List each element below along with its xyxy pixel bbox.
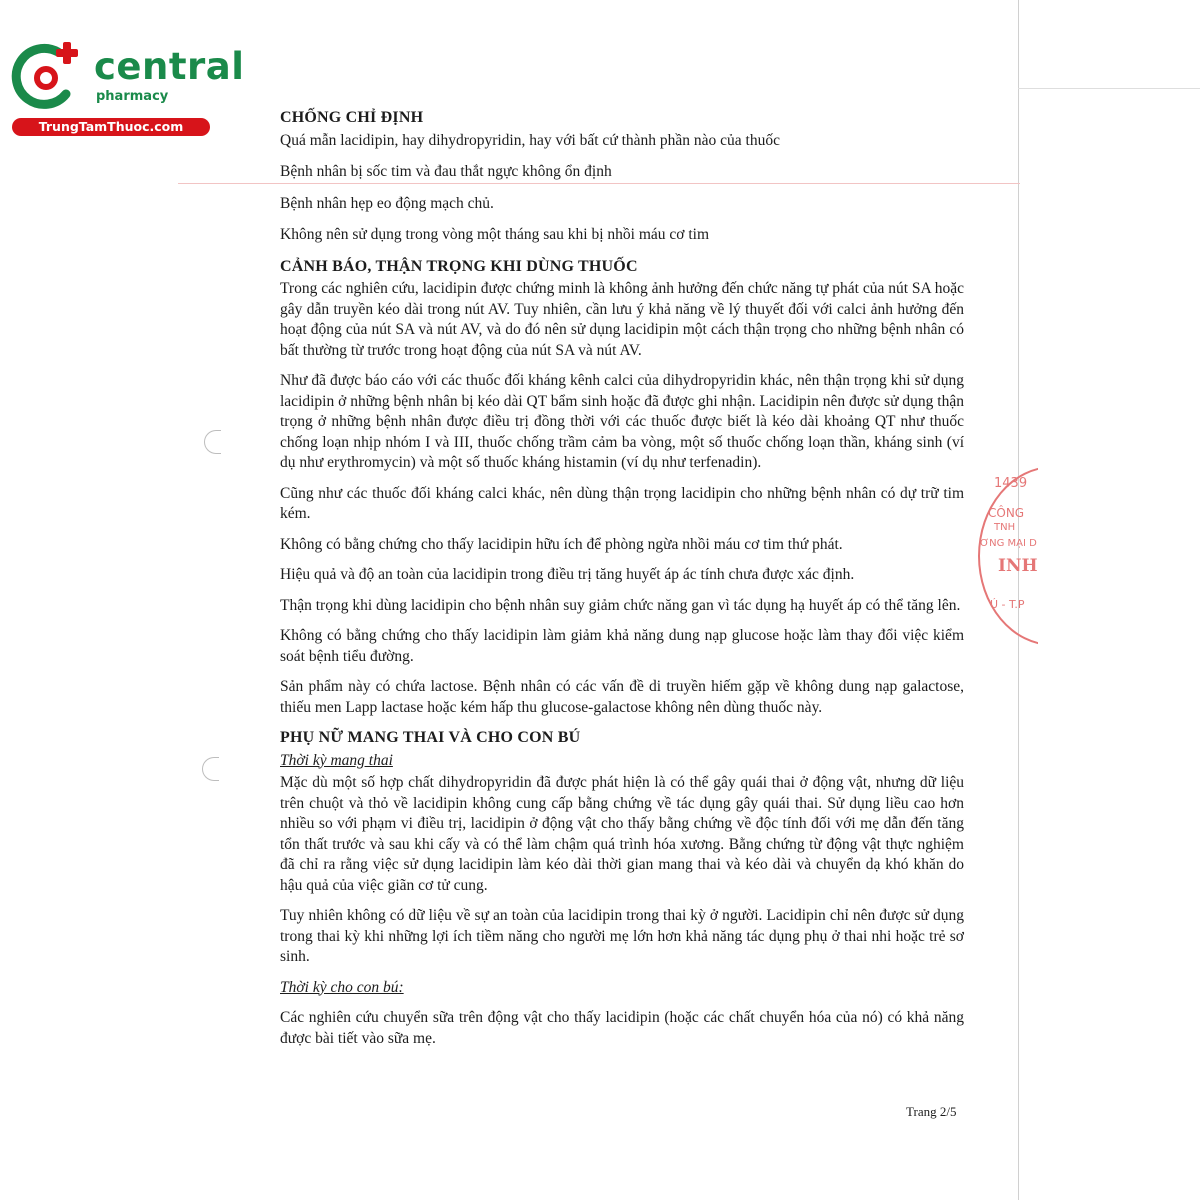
stamp-text: Ú - T.P xyxy=(990,598,1025,611)
pregnancy-paragraph: Tuy nhiên không có dữ liệu về sự an toàn của lacidipin trong thai kỳ ở người. Lacidipin chỉ nên được sử dụng trong thai kỳ khi những lợi ích tiềm năng cho người mẹ lớn hơn khả năng tác dụng phụ ở thai nhi hoặc trẻ sơ sinh. xyxy=(280,907,964,965)
warning-paragraph: Sản phẩm này có chứa lactose. Bệnh nhân có các vấn đề di truyền hiếm gặp về không dung nạp galactose, thiếu men Lapp lactase hoặc kém hấp thu glucose-galactose không nên dùng thuốc này. xyxy=(280,678,964,716)
stamp-text: CÔNG xyxy=(988,506,1025,520)
warning-paragraph: Hiệu quả và độ an toàn của lacidipin trong điều trị tăng huyết áp ác tính chưa được xác định. xyxy=(280,566,855,583)
warning-paragraph: Như đã được báo cáo với các thuốc đối kháng kênh calci của dihydropyridin khác, nên thận trọng khi sử dụng lacidipin ở những bệnh nhân bị kéo dài QT bẩm sinh hoặc đã được ghi nhận. Lacidipin nên được sử dụng thận trọng ở những bệnh nhân được điều trị đồng thời với các thuốc được biết là kéo dài khoảng QT như thuốc chống loạn nhịp nhóm I và III, thuốc chống trầm cảm ba vòng, một số thuốc chống loạn thần, kháng sinh (ví dụ như erythromycin) và một số thuốc kháng histamin (ví dụ như terfenadin). xyxy=(280,372,964,471)
contraindication-item: Bệnh nhân hẹp eo động mạch chủ. xyxy=(280,194,494,212)
stamp-text: ƠNG MẠI D xyxy=(980,538,1037,549)
contraindication-item: Quá mẫn lacidipin, hay dihydropyridin, hay với bất cứ thành phần nào của thuốc xyxy=(280,131,780,149)
scan-edge-line-top xyxy=(1018,88,1200,89)
heading-canh-bao: CẢNH BÁO, THẬN TRỌNG KHI DÙNG THUỐC xyxy=(280,257,638,275)
central-pharmacy-logo[interactable] xyxy=(10,38,245,138)
document-body xyxy=(280,108,964,1059)
subheading-pregnancy: Thời kỳ mang thai xyxy=(280,751,393,769)
heading-chong-chi-dinh: CHỐNG CHỈ ĐỊNH xyxy=(280,109,424,126)
warning-paragraph: Trong các nghiên cứu, lacidipin được chứng minh là không ảnh hưởng đến chức năng tự phát của nút SA hoặc gây dẫn truyền kéo dài trong nút AV. Tuy nhiên, cần lưu ý khả năng về lý thuyết đối với calci ảnh hưởng đến hoạt động của nút SA và nút AV, và do đó nên sử dụng lacidipin một cách thận trọng cho những bệnh nhân có bất thường từ trước trong hoạt động của nút SA và nút AV. xyxy=(280,280,964,359)
stamp-text: INH xyxy=(998,556,1038,576)
contraindication-item: Bệnh nhân bị sốc tim và đau thắt ngực không ổn định xyxy=(280,163,612,180)
warning-paragraph: Không có bằng chứng cho thấy lacidipin làm giảm khả năng dung nạp glucose hoặc làm thay đổi việc kiểm soát bệnh tiểu đường. xyxy=(280,627,964,665)
contraindication-item: Không nên sử dụng trong vòng một tháng sau khi bị nhồi máu cơ tim xyxy=(280,226,710,243)
page-number: Trang 2/5 xyxy=(906,1104,957,1119)
logo-url-banner: TrungTamThuoc.com xyxy=(12,118,210,136)
heading-phu-nu: PHỤ NỮ MANG THAI VÀ CHO CON BÚ xyxy=(280,729,581,746)
warning-paragraph: Cũng như các thuốc đối kháng calci khác, nên dùng thận trọng lacidipin cho những bệnh nhân có dự trữ tim kém. xyxy=(280,484,964,522)
warning-paragraph: Thận trọng khi dùng lacidipin cho bệnh nhân suy giảm chức năng gan vì tác dụng hạ huyết áp có thể tăng lên. xyxy=(280,596,961,614)
pregnancy-paragraph: Mặc dù một số hợp chất dihydropyridin đã được phát hiện là có thể gây quái thai ở động vật, nhưng dữ liệu trên chuột và thỏ về lacidipin không cung cấp bằng chứng về tác dụng gây quái thai. Sử dụng liều cao hơn nhiều so với phạm vi điều trị, lacidipin ở động vật cho thấy bằng chứng về độc tính đối với mẹ dẫn đến tăng tổn thất trước và sau khi cấy và có thể làm chậm quá trình hóa xương. Bằng chứng từ động vật thực nghiệm đã chỉ ra rằng việc sử dụng lacidipin làm kéo dài thời gian mang thai và kéo dài và chuyển dạ khó khăn do hậu quả của việc giãn cơ tử cung. xyxy=(280,774,964,894)
punch-hole-mark xyxy=(204,430,221,454)
logo-name: central xyxy=(94,45,245,88)
stamp-text: 1439 xyxy=(994,476,1028,491)
pharmacy-cross-icon xyxy=(10,38,90,114)
company-stamp xyxy=(978,466,1038,646)
stamp-text: TNH xyxy=(994,522,1016,533)
logo-subtitle: pharmacy xyxy=(96,89,169,104)
subheading-breastfeeding: Thời kỳ cho con bú: xyxy=(280,978,404,996)
punch-hole-mark xyxy=(202,757,219,781)
warning-paragraph: Không có bằng chứng cho thấy lacidipin hữu ích để phòng ngừa nhồi máu cơ tim thứ phát. xyxy=(280,535,843,553)
breastfeeding-paragraph: Các nghiên cứu chuyển sữa trên động vật cho thấy lacidipin (hoặc các chất chuyển hóa của nó) có khả năng được bài tiết vào sữa mẹ. xyxy=(280,1009,964,1047)
